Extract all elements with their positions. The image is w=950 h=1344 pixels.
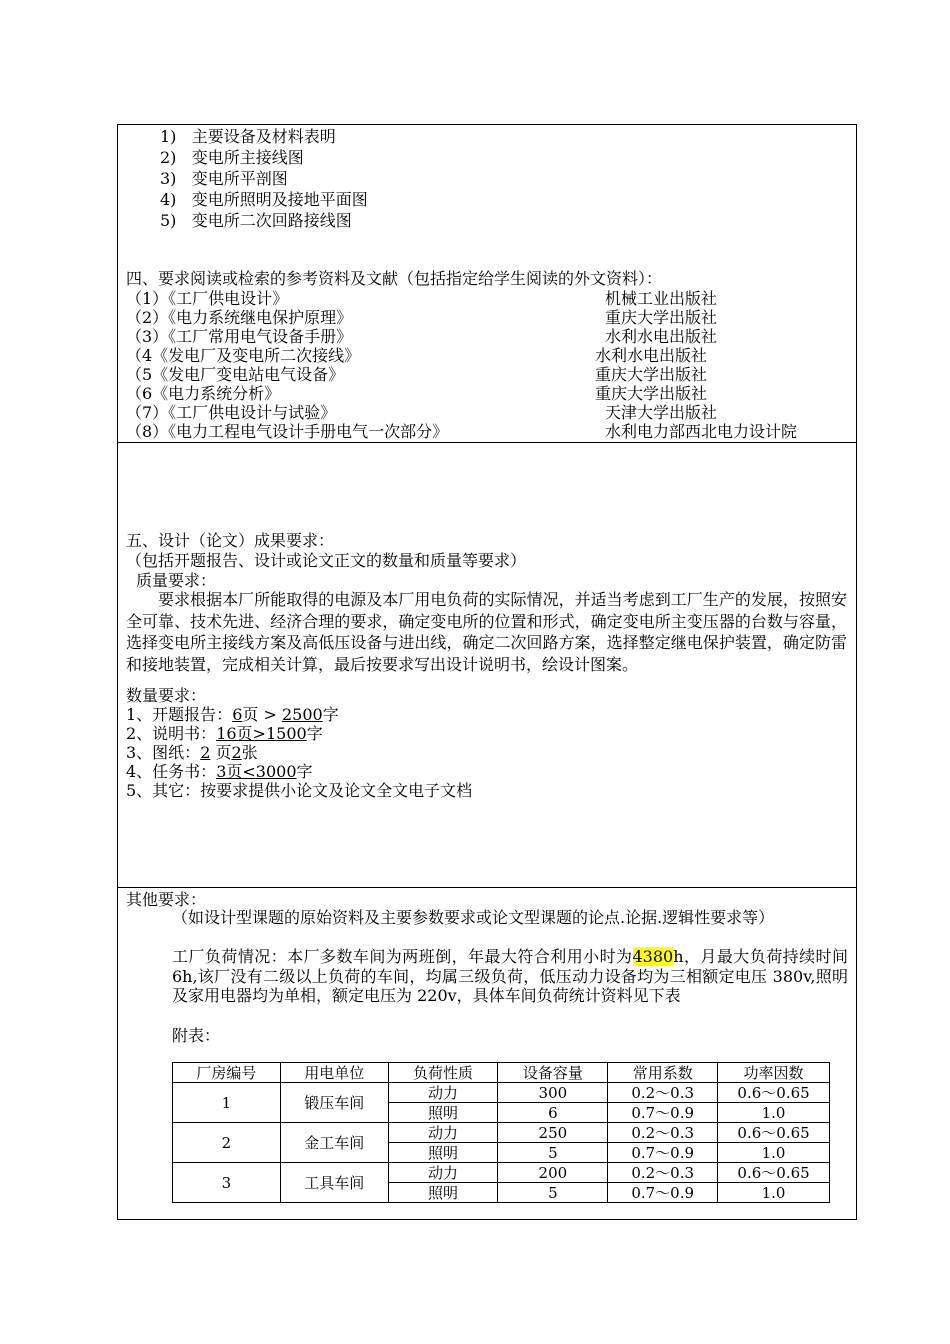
table-header-row — [173, 1063, 830, 1083]
reference-title: （2）《电力系统继电保护原理》 — [126, 308, 353, 327]
table-cell: 1.0 — [718, 1183, 830, 1203]
table-header: 设备容量 — [498, 1063, 608, 1083]
table-cell: 0.7～0.9 — [608, 1183, 718, 1203]
quantity-value: 3000 — [255, 762, 297, 781]
table-cell: 300 — [498, 1083, 608, 1103]
list-number: 3) — [160, 169, 177, 188]
table-cell: 0.6～0.65 — [718, 1083, 830, 1103]
other-heading: 其他要求： — [126, 890, 207, 909]
reference-title: （4《发电厂及变电所二次接线》 — [126, 346, 361, 365]
table-cell: 工具车间 — [280, 1163, 388, 1203]
reference-title: （8）《电力工程电气设计手册电气一次部分》 — [126, 422, 449, 441]
section4-heading: 四、要求阅读或检索的参考资料及文献（包括指定给学生阅读的外文资料）： — [126, 269, 663, 288]
quality-label: 质量要求： — [136, 571, 217, 590]
reference-publisher: 机械工业出版社 — [605, 289, 718, 308]
list-item — [160, 148, 304, 167]
reference-publisher: 重庆大学出版社 — [595, 365, 708, 384]
quantity-item-label: 1、开题报告： — [126, 705, 233, 724]
reference-title: （3）《工厂常用电气设备手册》 — [126, 327, 353, 346]
load-table — [172, 1062, 830, 1203]
quantity-label: 数量要求： — [126, 686, 207, 705]
load-text: 工厂负荷情况：本厂多数车间为两班倒，年最大符合利用小时为 — [172, 947, 633, 966]
table-cell: 0.6～0.65 — [718, 1163, 830, 1183]
table-header: 负荷性质 — [388, 1063, 498, 1083]
quantity-item-label: 4、任务书： — [126, 762, 217, 781]
table-cell: 照明 — [388, 1143, 498, 1163]
list-number: 1) — [160, 127, 177, 146]
quantity-unit: 张 — [241, 743, 258, 762]
quantity-unit: 字 — [322, 705, 339, 724]
list-number: 4) — [160, 190, 177, 209]
quantity-item-label: 3、图纸： — [126, 743, 201, 762]
list-item — [160, 190, 368, 209]
quantity-unit: 字 — [306, 724, 323, 743]
list-item — [160, 211, 352, 230]
section-divider — [117, 442, 857, 443]
table-cell: 1 — [173, 1083, 281, 1123]
table-header: 常用系数 — [608, 1063, 718, 1083]
list-item — [160, 169, 288, 188]
load-description — [172, 947, 848, 1006]
table-cell: 0.2～0.3 — [608, 1163, 718, 1183]
reference-publisher: 水利水电出版社 — [595, 346, 708, 365]
table-cell: 1.0 — [718, 1143, 830, 1163]
table-cell: 3 — [173, 1163, 281, 1203]
reference-title: （6《电力系统分析》 — [126, 384, 281, 403]
quality-text: 要求根据本厂所能取得的电源及本厂用电负荷的实际情况，并适当考虑到工厂生产的发展，按照安全可靠、技术先进、经济合理的要求，确定变电所的位置和形式，确定变电所主变压器的台数与容量，选择变电所主接线方案及高低压设备与进出线，确定二次回路方案，选择整定继电保护装置，确定防雷和接地装置，完成相关计算，最后按要求写出设计说明书，绘设计图案。 — [126, 590, 847, 674]
quantity-value: 2 — [231, 743, 242, 762]
list-item — [160, 127, 336, 146]
quantity-item — [126, 724, 323, 743]
quantity-value: 6 — [232, 705, 243, 724]
table-cell: 锻压车间 — [280, 1083, 388, 1123]
reference-publisher: 重庆大学出版社 — [595, 384, 708, 403]
table-cell: 照明 — [388, 1183, 498, 1203]
table-row — [173, 1083, 830, 1103]
highlighted-value: 4380 — [632, 947, 674, 966]
quantity-unit: 页> — [236, 724, 266, 743]
reference-title: （7）《工厂供电设计与试验》 — [126, 403, 337, 422]
reference-title: （5《发电厂变电站电气设备》 — [126, 365, 345, 384]
table-header: 功率因数 — [718, 1063, 830, 1083]
reference-publisher: 重庆大学出版社 — [605, 308, 718, 327]
table-row — [173, 1123, 830, 1143]
list-text: 变电所主接线图 — [191, 148, 304, 167]
table-cell: 1.0 — [718, 1103, 830, 1123]
quantity-value: 2 — [200, 743, 211, 762]
quantity-item-label: 2、说明书： — [126, 724, 217, 743]
table-cell: 动力 — [388, 1083, 498, 1103]
table-cell: 6 — [498, 1103, 608, 1123]
table-row — [173, 1163, 830, 1183]
quantity-value: 3 — [216, 762, 227, 781]
quantity-unit: 字 — [296, 762, 313, 781]
table-cell: 5 — [498, 1143, 608, 1163]
reference-publisher: 水利水电出版社 — [605, 327, 718, 346]
section5-subheading: （包括开题报告、设计或论文正文的数量和质量等要求） — [126, 551, 527, 570]
table-cell: 0.6～0.65 — [718, 1123, 830, 1143]
appendix-label: 附表： — [172, 1026, 221, 1045]
table-cell: 0.7～0.9 — [608, 1103, 718, 1123]
reference-publisher: 天津大学出版社 — [605, 403, 718, 422]
table-cell: 金工车间 — [280, 1123, 388, 1163]
list-text: 变电所二次回路接线图 — [191, 211, 352, 230]
table-header: 用电单位 — [280, 1063, 388, 1083]
table-cell: 照明 — [388, 1103, 498, 1123]
quantity-item — [126, 762, 313, 781]
list-number: 2) — [160, 148, 177, 167]
quantity-unit: 页< — [226, 762, 256, 781]
list-text: 变电所平剖图 — [191, 169, 288, 188]
table-cell: 0.2～0.3 — [608, 1123, 718, 1143]
table-cell: 动力 — [388, 1123, 498, 1143]
quantity-unit: 页 — [215, 743, 232, 762]
quantity-value: 2500 — [281, 705, 323, 724]
quantity-item — [126, 705, 339, 724]
table-cell: 2 — [173, 1123, 281, 1163]
list-text: 主要设备及材料表明 — [191, 127, 336, 146]
quantity-value: 1500 — [265, 724, 307, 743]
section5-heading: 五、设计（论文）成果要求： — [126, 531, 335, 550]
table-cell: 250 — [498, 1123, 608, 1143]
quantity-item: 5、其它：按要求提供小论文及论文全文电子文档 — [126, 781, 473, 800]
load-text: h，月最大负荷持续时间 6h,该厂没有二级以上负荷的车间，均属三级负荷，低压动力设备均为三相额定电压 380v,照明及家用电器均为单相，额定电压为 220v，具体车间负荷统计资料见下表 — [172, 947, 848, 1005]
table-cell: 200 — [498, 1163, 608, 1183]
list-number: 5) — [160, 211, 177, 230]
section-divider — [117, 887, 857, 888]
table-cell: 5 — [498, 1183, 608, 1203]
quantity-unit: 页 > — [242, 705, 277, 724]
reference-publisher: 水利电力部西北电力设计院 — [605, 422, 798, 441]
reference-title: （1）《工厂供电设计》 — [126, 289, 289, 308]
table-cell: 0.7～0.9 — [608, 1143, 718, 1163]
table-cell: 0.2～0.3 — [608, 1083, 718, 1103]
quantity-item — [126, 743, 258, 762]
table-header: 厂房编号 — [173, 1063, 281, 1083]
list-text: 变电所照明及接地平面图 — [191, 190, 368, 209]
table-cell: 动力 — [388, 1163, 498, 1183]
quantity-value: 16 — [216, 724, 237, 743]
other-note: （如设计型课题的原始资料及主要参数要求或论文型课题的论点.论据.逻辑性要求等） — [172, 908, 775, 927]
